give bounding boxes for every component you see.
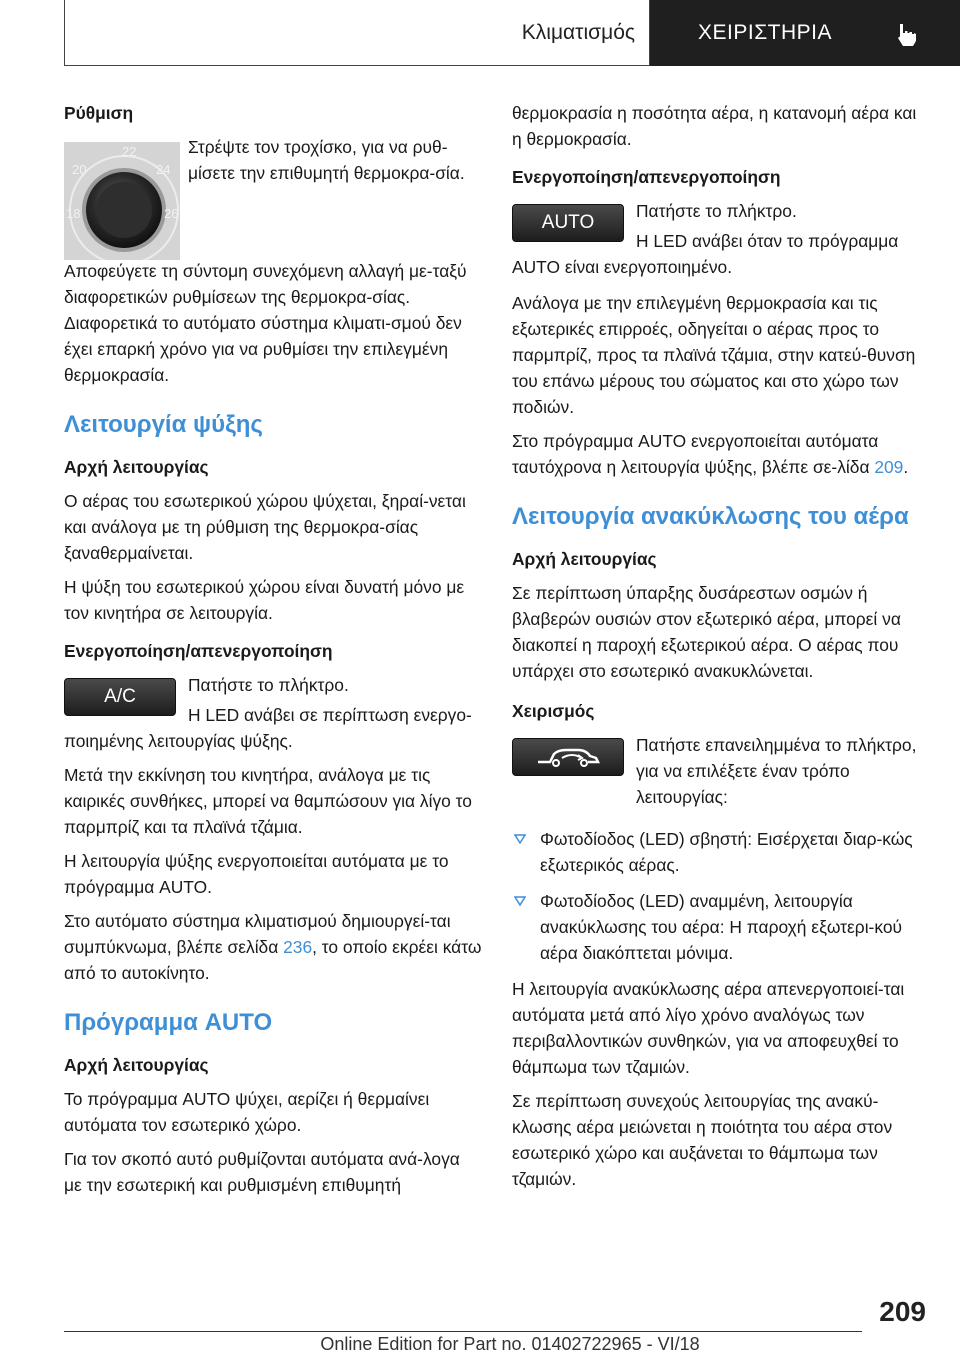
auto-press-text: Πατήστε το πλήκτρο.	[636, 201, 797, 221]
recirculation-long-text: Σε περίπτωση συνεχούς λειτουργίας της ανακύ-κλωσης αέρα μειώνεται η ποιότητα του αέρα στον εσωτερικό χώρο και αυξάνεται το θάμπωμα των τζαμιών.	[512, 1091, 893, 1189]
section-tab	[64, 0, 650, 66]
setting-text: Στρέψτε τον τροχίσκο, για να ρυθ-μίσετε την επιθυμητή θερμοκρα-σία.	[188, 137, 465, 183]
temperature-knob-icon	[64, 142, 180, 260]
auto-principle-text: Το πρόγραμμα AUTO ψύχει, αερίζει ή θερμαίνει αυτόματα τον εσωτερικό χώρο.	[64, 1089, 430, 1135]
condensate-text: Στο αυτόματο σύστημα κλιματισμού δημιουργεί-ται συμπύκνωμα, βλέπε σελίδα 236, το οποίο εκρέει κάτω από το αυτοκίνητο.	[64, 911, 482, 983]
recirculation-section-title: Λειτουργία ανακύκλωσης του αέρα	[512, 503, 909, 530]
triangle-bullet-icon	[514, 833, 526, 845]
ac-button-image	[64, 678, 176, 716]
knob-label-24: 24	[156, 162, 171, 177]
cooling-principle-text: Ο αέρας του εσωτερικού χώρου ψύχεται, ξηραί-νεται και ανάλογα με τη ρύθμιση της θερμοκρα-σίας ξαναθερμαίνεται.	[64, 491, 466, 563]
after-start-text: Μετά την εκκίνηση του κινητήρα, ανάλογα με τις καιρικές συνθήκες, μπορεί να θαμπώσουν για λίγο το παρμπρίζ και τα πλαϊνά τζάμια.	[64, 765, 472, 837]
recirculation-button-image	[512, 738, 624, 776]
cooling-section-title: Λειτουργία ψύξης	[64, 411, 263, 438]
auto-activate-cooling-text: Η λειτουργία ψύξης ενεργοποιείται αυτόματα με το πρόγραμμα AUTO.	[64, 851, 449, 897]
setting-row	[64, 134, 482, 258]
footer-divider	[64, 1331, 862, 1332]
page-236-link[interactable]: 236	[283, 937, 313, 957]
chapter-tab	[650, 0, 960, 66]
recirculation-button-row	[512, 732, 930, 810]
list-item: Φωτοδίοδος (LED) σβηστή: Εισέρχεται διαρ-κώς εξωτερικός αέρας.	[512, 826, 930, 878]
auto-led-text: Η LED ανάβει όταν το πρόγραμμα AUTO είναι ενεργοποιημένο.	[512, 231, 899, 277]
ac-press-text: Πατήστε το πλήκτρο.	[188, 675, 349, 695]
right-column	[512, 100, 930, 1200]
airflow-text: Ανάλογα με την επιλεγμένη θερμοκρασία και τις εξωτερικές επιρροές, οδηγείται ο αέρας προς το παρμπρίζ, προς τα πλαϊνά τζάμια, στην κατεύ-θυνση του επάνω μέρους του σώματος και στο χώρο των ποδιών.	[512, 293, 916, 417]
page-header	[64, 0, 960, 66]
auto-button-row	[512, 198, 930, 280]
recirculation-press-text: Πατήστε επανειλημμένα το πλήκτρο, για να επιλέξετε έναν τρόπο λειτουργίας:	[636, 735, 917, 807]
cooling-engine-text: Η ψύξη του εσωτερικού χώρου είναι δυνατή μόνο με τον κινητήρα σε λειτουργία.	[64, 577, 465, 623]
triangle-bullet-icon	[514, 895, 526, 907]
hand-pointer-icon	[894, 21, 920, 47]
recirculation-principle-text: Σε περίπτωση ύπαρξης δυσάρεστων οσμών ή βλαβερών ουσιών στον εξωτερικό αέρα, μπορεί να διακοπεί η παροχή εξωτερικού αέρα. Ο αέρας που υπάρχει στο εσωτερικό ανακυκλώνεται.	[512, 583, 901, 681]
page-number: 209	[879, 1296, 926, 1327]
auto-cooling-text: Στο πρόγραμμα AUTO ενεργοποιείται αυτόματα ταυτόχρονα η λειτουργία ψύξης, βλέπε σε-λίδα 209.	[512, 431, 909, 477]
recirculation-modes-list	[512, 826, 930, 966]
auto-section-title: Πρόγραμμα AUTO	[64, 1009, 273, 1036]
edition-text: Online Edition for Part no. 01402722965 - VI/18	[320, 1334, 700, 1354]
auto-activation-heading: Ενεργοποίηση/απενεργοποίηση	[512, 167, 781, 187]
cooling-activation-heading: Ενεργοποίηση/απενεργοποίηση	[64, 641, 333, 661]
list-item: Φωτοδίοδος (LED) αναμμένη, λειτουργία ανακύκλωσης του αέρα: Η παροχή εξωτερι-κού αέρα διακόπτεται μόνιμα.	[512, 888, 930, 966]
avoid-switching-text: Αποφεύγετε τη σύντομη συνεχόμενη αλλαγή με-ταξύ διαφορετικών ρυθμίσεων της θερμοκρα-σίας. Διαφορετικά το αυτόματο σύστημα κλιματι-σμού δεν έχει επαρκή χρόνο για να ρυθμίσει την επιλεγμένη θερμοκρασία.	[64, 261, 467, 385]
knob-label-26: 26	[164, 206, 179, 221]
auto-button: AUTO	[512, 204, 624, 242]
auto-button-image	[512, 204, 624, 242]
recirculation-auto-off-text: Η λειτουργία ανακύκλωσης αέρα απενεργοποιεί-ται αυτόματα μετά από λίγο χρόνο αναλόγως των περιβαλλοντικών συνθηκών, για να αποφευχθεί το θάμπωμα των τζαμιών.	[512, 979, 905, 1077]
operation-heading: Χειρισμός	[512, 701, 595, 721]
continued-text: θερμοκρασία η ποσότητα αέρα, η κατανομή αέρα και η θερμοκρασία.	[512, 103, 917, 149]
setting-heading: Ρύθμιση	[64, 103, 134, 123]
temperature-knob-image	[64, 142, 180, 260]
ac-button-row	[64, 672, 482, 754]
car-recirculation-icon	[528, 742, 608, 772]
knob-label-20: 20	[72, 162, 87, 177]
left-column	[64, 100, 482, 1206]
ac-led-text: Η LED ανάβει σε περίπτωση ενεργο-ποιημένης λειτουργίας ψύξης.	[64, 705, 472, 751]
knob-label-18: 18	[66, 206, 81, 221]
auto-purpose-text: Για τον σκοπό αυτό ρυθμίζονται αυτόματα ανά-λογα με την εσωτερική και ρυθμισμένη επιθυμητή	[64, 1149, 460, 1195]
ac-button: A/C	[64, 678, 176, 716]
auto-principle-heading: Αρχή λειτουργίας	[64, 1055, 209, 1075]
chapter-title: ΧΕΙΡΙΣΤΗΡΙΑ	[698, 21, 833, 44]
section-title: Κλιματισμός	[521, 20, 635, 44]
cooling-principle-heading: Αρχή λειτουργίας	[64, 457, 209, 477]
page-209-link[interactable]: 209	[874, 457, 904, 477]
knob-label-22: 22	[122, 144, 137, 159]
recirculation-principle-heading: Αρχή λειτουργίας	[512, 549, 657, 569]
